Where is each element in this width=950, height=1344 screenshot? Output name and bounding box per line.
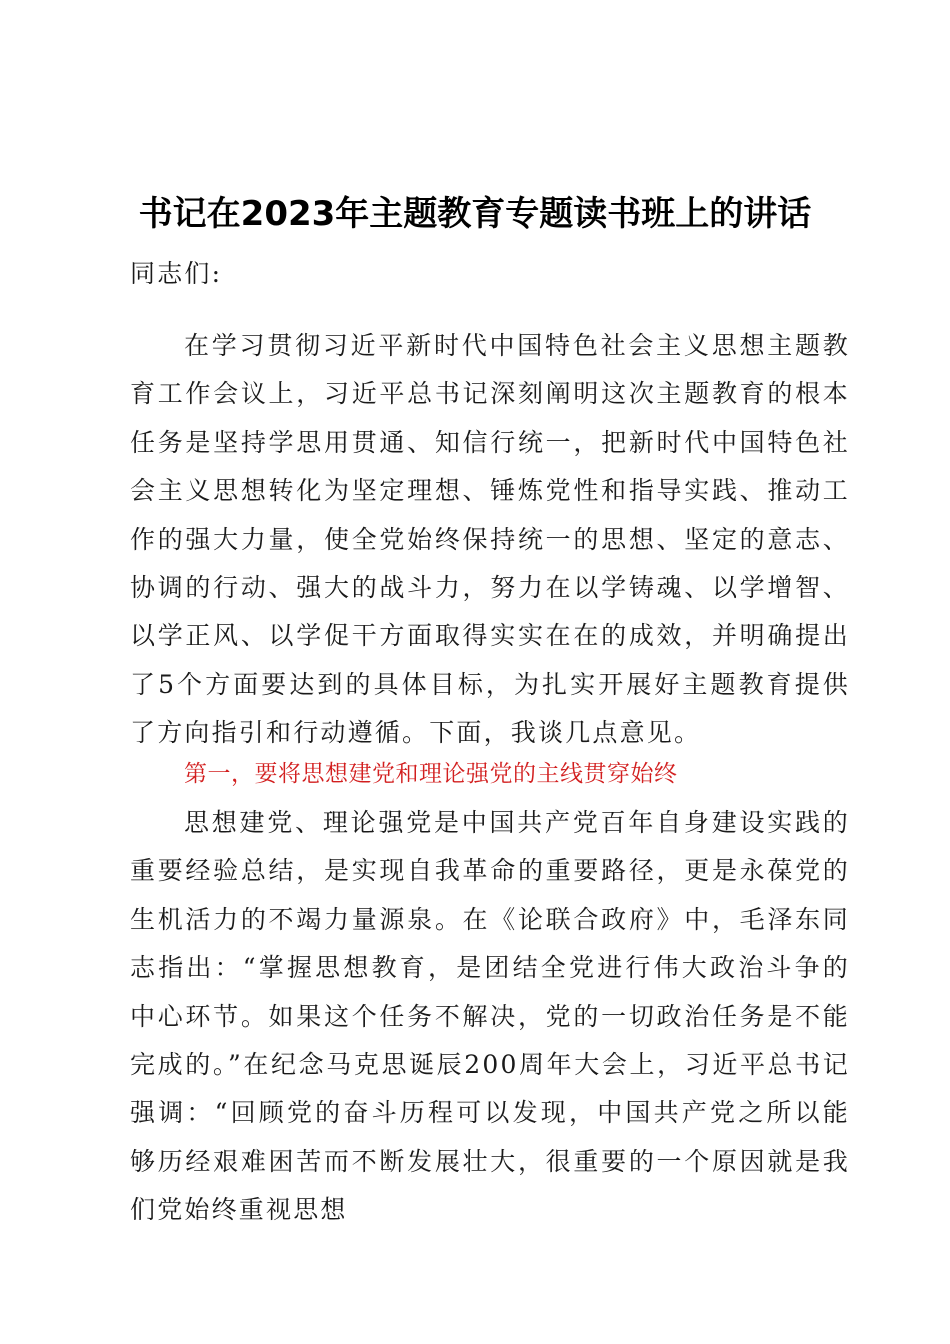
greeting: 同志们: — [130, 259, 223, 288]
section-paragraph: 思想建党、理论强党是中国共产党百年自身建设实践的重要经验总结，是实现自我革命的重要路径，更是永葆党的生机活力的不竭力量源泉。在《论联合政府》中，毛泽东同志指出：“掌握思想教育，是团结全党进行伟大政治斗争的中心环节。如果这个任务不解决，党的一切政治任务是不能完成的。”在纪念马克思诞辰200周年大会上，习近平总书记强调：“回顾党的奋斗历程可以发现，中国共产党之所以能够历经艰难困苦而不断发展壮大，很重要的一个原因就是我们党始终重视思想 — [130, 808, 850, 1225]
section-heading: 第一，要将思想建党和理论强党的主线贯穿始终 — [184, 761, 678, 787]
intro-paragraph: 在学习贯彻习近平新时代中国特色社会主义思想主题教育工作会议上，习近平总书记深刻阐明这次主题教育的根本任务是坚持学思用贯通、知信行统一，把新时代中国特色社会主义思想转化为坚定理想、锤炼党性和指导实践、推动工作的强大力量，使全党始终保持统一的思想、坚定的意志、协调的行动、强大的战斗力，努力在以学铸魂、以学增智、以学正风、以学促干方面取得实实在在的成效，并明确提出了5个方面要达到的具体目标，为扎实开展好主题教育提供了方向指引和行动遵循。下面，我谈几点意见。 — [130, 331, 850, 748]
document-title: 书记在2023年主题教育专题读书班上的讲话 — [138, 194, 812, 234]
